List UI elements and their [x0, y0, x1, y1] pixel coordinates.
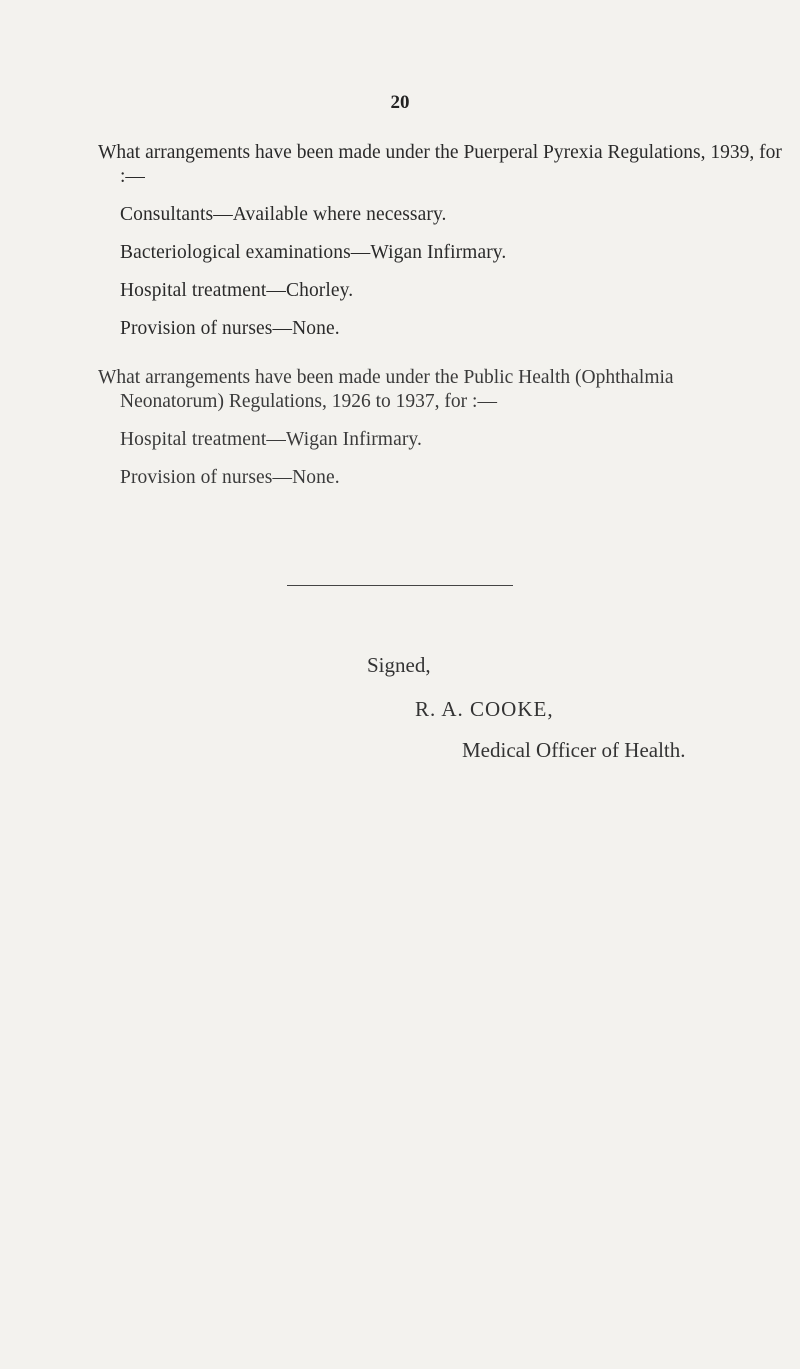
section-question: What arrangements have been made under the Puerperal Pyrexia Regulations, 1939, for :—	[98, 142, 782, 187]
puerperal-pyrexia-section	[0, 141, 800, 341]
list-item: Hospital treatment—Chorley.	[120, 280, 354, 301]
list-item: Provision of nurses—None.	[120, 467, 340, 488]
section-question: What arrangements have been made under the Public Health (Ophthalmia Neonatorum) Regulations, 1926 to 1937, for :—	[98, 367, 674, 412]
divider-rule	[287, 585, 513, 586]
signature-signed: Signed,	[367, 653, 431, 677]
page-number: 20	[390, 92, 410, 113]
signature-name: R. A. COOKE,	[415, 697, 554, 721]
list-item: Hospital treatment—Wigan Infirmary.	[120, 429, 422, 450]
list-item: Provision of nurses—None.	[120, 318, 340, 339]
list-item: Consultants—Available where necessary.	[120, 204, 447, 225]
list-item: Bacteriological examinations—Wigan Infirmary.	[120, 242, 507, 263]
signature-title: Medical Officer of Health.	[462, 738, 686, 762]
ophthalmia-neonatorum-section	[0, 366, 800, 490]
